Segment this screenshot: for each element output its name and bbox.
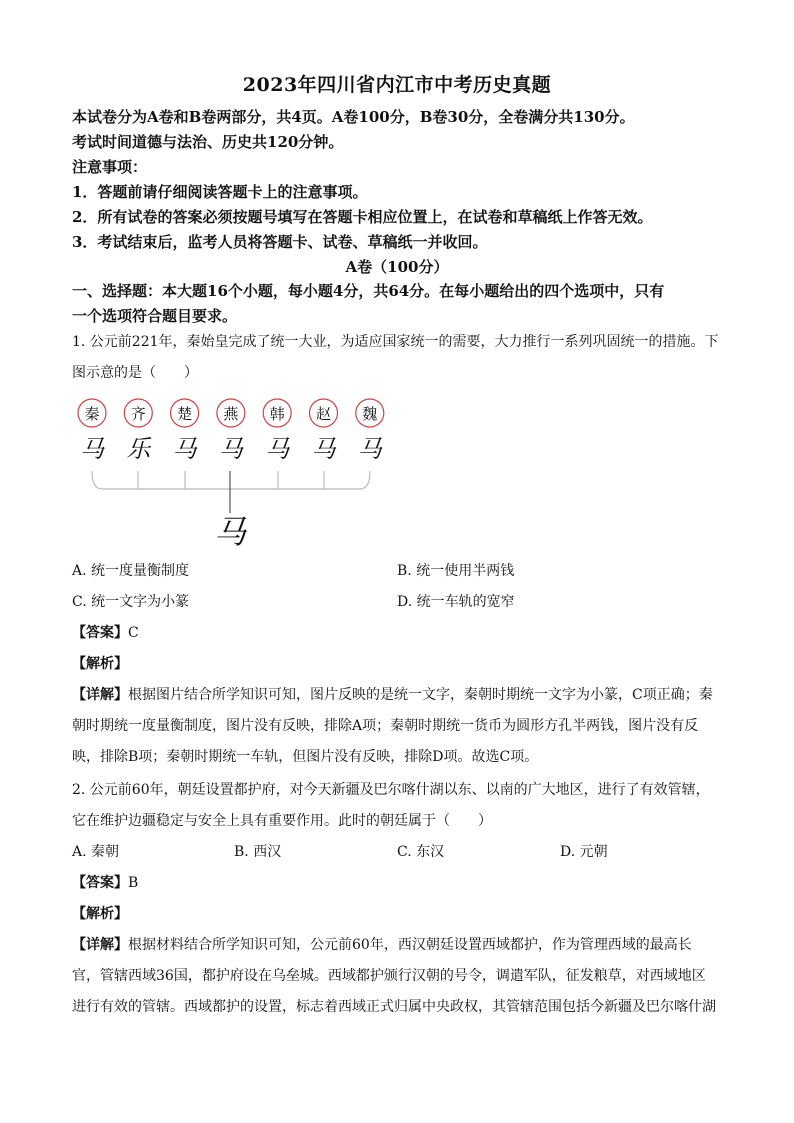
ancient-glyph-4: 马 [265,435,290,463]
q2-detail-line-3: 进行有效的管辖。西域都护的设置，标志着西域正式归属中央政权，其管辖范围包括今新疆及巴尔喀什湖 [72,999,716,1015]
ancient-glyph-5: 马 [311,435,336,463]
q1-answer [72,622,139,642]
q2-detail-text-1: 根据材料结合所学知识可知，公元前60年，西汉朝廷设置西域都护，作为管理西域的最高长 [128,937,692,953]
section-a-heading: A卷（100分） [345,258,449,276]
q1-option-d: D. 统一车轨的宽窄 [397,594,515,610]
q1-detail-line-2: 朝时期统一度量衡制度，图片没有反映，排除A项；秦朝时期统一货币为圆形方孔半两钱，图片没有反 [72,718,699,734]
notice-title: 注意事项： [72,158,148,176]
q2-detail-line-1 [72,934,692,954]
q2-answer [72,872,138,892]
part1-instruction-line-1: 一、选择题：本大题16个小题，每小题4分，共64分。在每小题给出的四个选项中，只有 [72,282,665,300]
q1-stem-line-2: 图示意的是（ ） [72,365,198,381]
q2-answer-tag: 【答案】 [72,875,128,891]
q2-option-b: B. 西汉 [234,844,282,860]
ancient-glyph-0: 马 [80,435,104,463]
q2-detail-tag: 【详解】 [72,937,128,953]
intro-line-1: 本试卷分为A卷和B卷两部分，共4页。A卷100分，B卷30分，全卷满分共130分。 [72,108,635,126]
q2-analysis-tag: 【解析】 [72,906,128,922]
state-name-2: 楚 [177,405,193,423]
ancient-glyph-2: 马 [172,435,197,463]
q1-analysis-tag: 【解析】 [72,656,128,672]
q1-option-c: C. 统一文字为小篆 [72,594,190,610]
q1-option-a: A. 统一度量衡制度 [72,563,190,579]
state-name-6: 魏 [362,405,378,423]
q2-stem-line-2: 它在维护边疆稳定与安全上具有重要作用。此时的朝廷属于（ ） [72,813,492,829]
page-title: 2023年四川省内江市中考历史真题 [242,74,552,96]
state-name-3: 燕 [223,405,239,423]
q1-stem-line-1: 1. 公元前221年，秦始皇完成了统一大业，为适应国家统一的需要，大力推行一系列巩固统一的措施。下 [72,334,719,350]
q2-detail-line-2: 官，管辖西域36国，都护府设在乌垒城。西域都护颁行汉朝的号令，调遣军队，征发粮草，对西域地区 [72,968,706,984]
q1-detail-line-1 [72,684,713,704]
q1-detail-text-1: 根据图片结合所学知识可知，图片反映的是统一文字，秦朝时期统一文字为小篆，C项正确；秦 [128,687,713,703]
q2-option-d: D. 元朝 [560,844,608,860]
state-name-1: 齐 [130,405,146,423]
unified-seal-glyph: 马 [213,513,247,551]
notice-item-3: 3．考试结束后，监考人员将答题卡、试卷、草稿纸一并收回。 [72,233,488,251]
notice-item-1: 1．答题前请仔细阅读答题卡上的注意事项。 [72,183,368,201]
ancient-glyph-3: 马 [218,435,243,463]
q1-option-b: B. 统一使用半两钱 [397,563,515,579]
q2-answer-value: B [128,875,139,891]
ancient-glyph-6: 马 [357,435,382,463]
q1-answer-tag: 【答案】 [72,625,128,641]
intro-line-2: 考试时间道德与法治、历史共120分钟。 [72,133,344,151]
q1-detail-tag: 【详解】 [72,687,128,703]
bracket-lines [92,471,370,513]
q2-option-c: C. 东汉 [397,844,445,860]
q2-option-a: A. 秦朝 [72,844,120,860]
part1-instruction-line-2: 一个选项符合题目要求。 [72,307,238,325]
q1-script-figure [70,393,390,553]
notice-item-2: 2．所有试卷的答案必须按题号填写在答题卡相应位置上，在试卷和草稿纸上作答无效。 [72,208,653,226]
ancient-glyph-1: 乐 [126,435,151,463]
q2-stem-line-1: 2. 公元前60年，朝廷设置都护府，对今天新疆及巴尔喀什湖以东、以南的广大地区，进行了有效管辖， [72,782,710,798]
state-name-0: 秦 [84,405,100,423]
q1-answer-value: C [128,625,139,641]
q1-detail-line-3: 映，排除B项；秦朝时期统一车轨，但图片没有反映，排除D项。故选C项。 [72,749,539,765]
state-name-4: 韩 [269,405,285,423]
state-name-5: 赵 [315,405,332,423]
